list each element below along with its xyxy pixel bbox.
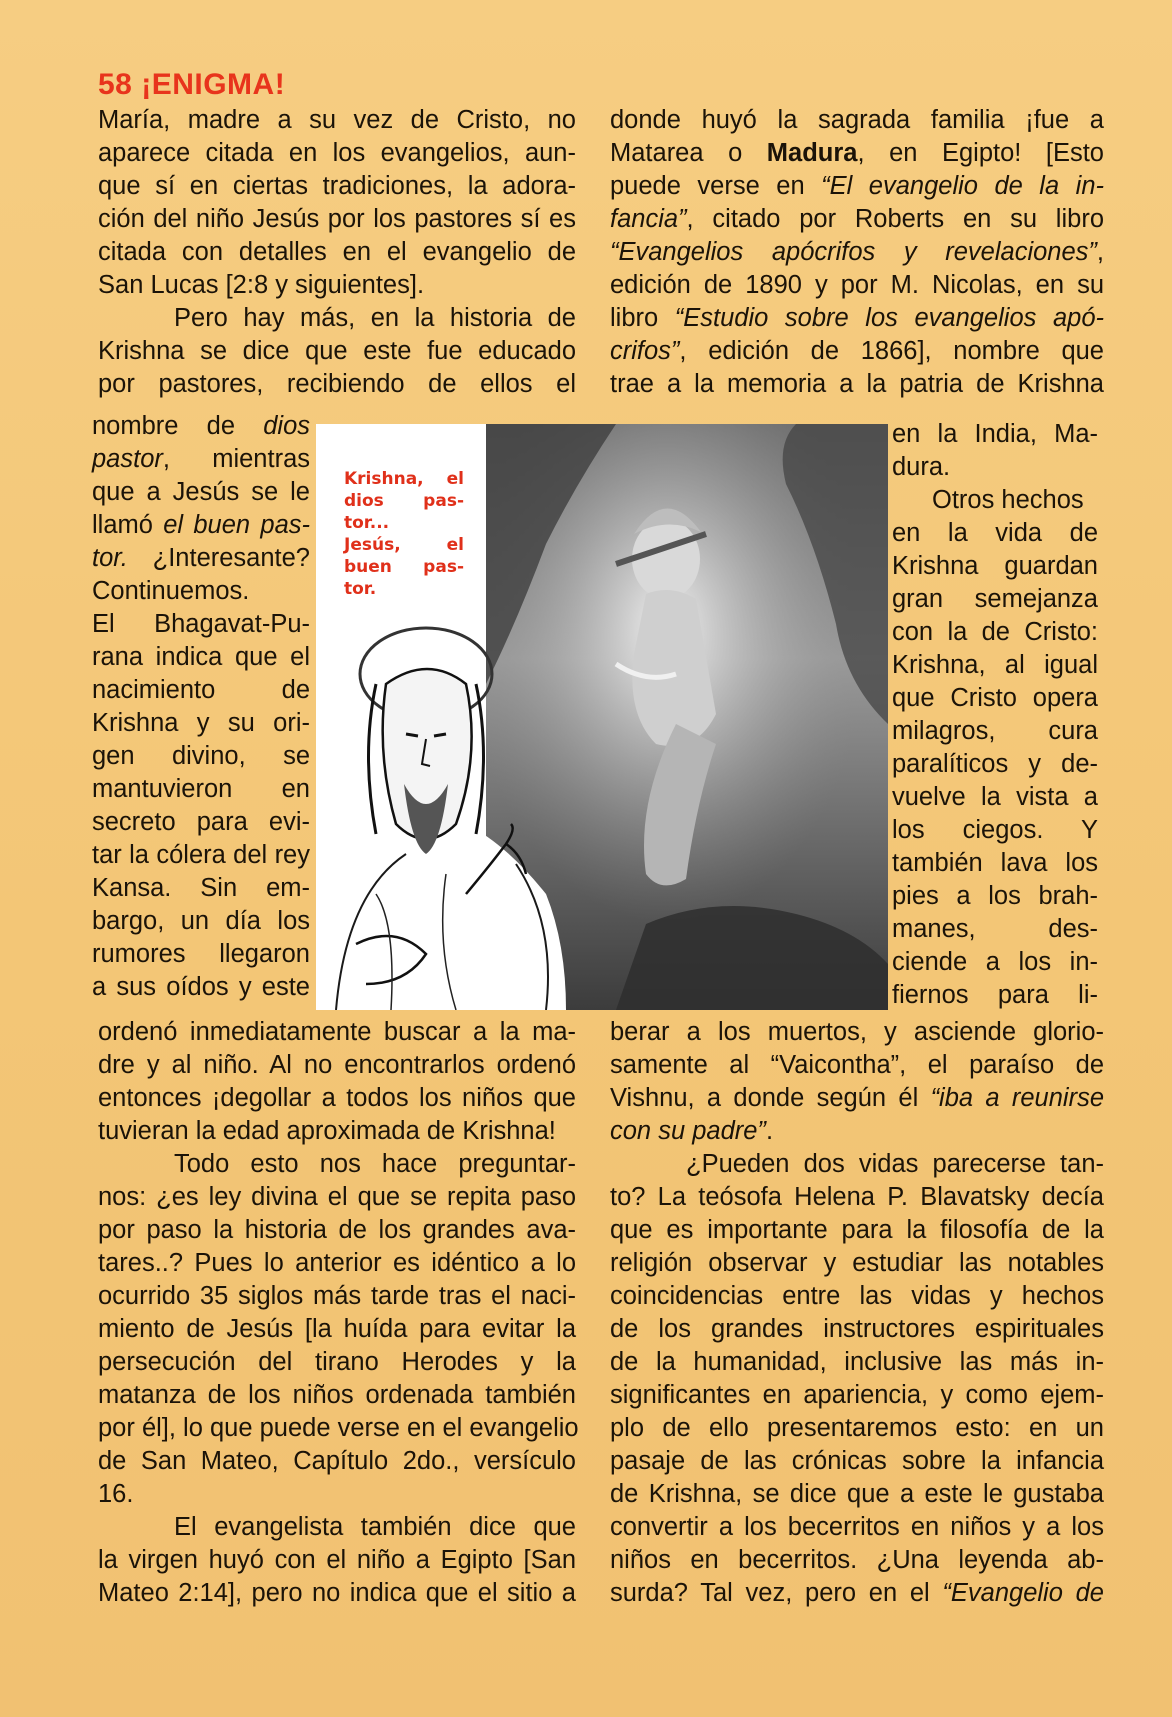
text-line: en la vida de: [892, 519, 1098, 547]
text-line: pies a los brah-: [892, 882, 1098, 910]
text-line: Vishnu, a donde según él “iba a reunirse: [610, 1084, 1105, 1112]
caption-line: buen pas-: [344, 557, 464, 577]
page-header: [98, 68, 285, 102]
text-line: Krishna y su ori-: [92, 709, 310, 737]
text-line: ciende a los in-: [892, 948, 1098, 976]
text-line: la virgen huyó con el niño a Egipto [San: [98, 1546, 576, 1574]
krishna-head: [632, 519, 700, 599]
text-line: religión observar y estudiar las notables: [610, 1249, 1104, 1277]
text-line: Pero hay más, en la historia de: [174, 304, 576, 332]
text-line: milagros, cura: [892, 717, 1098, 745]
text-line: Otros hechos: [932, 486, 1084, 514]
text-line: surda? Tal vez, pero en el “Evangelio de: [610, 1579, 1104, 1607]
text-line: que sí en ciertas tradiciones, la adora-: [98, 172, 576, 200]
caption-line: Jesús, el: [344, 535, 464, 555]
right-column-bottom: [610, 1016, 1104, 1610]
caption-line: tor...: [344, 513, 390, 533]
text-line: en la India, Ma-: [892, 420, 1098, 448]
text-line: gran semejanza: [892, 585, 1098, 613]
text-line: entonces ¡degollar a todos los niños que: [98, 1084, 576, 1112]
text-line: María, madre a su vez de Cristo, no: [98, 106, 576, 134]
text-line: manes, des-: [892, 915, 1098, 943]
text-line: por él], lo que puede verse en el evangelio: [98, 1414, 579, 1442]
text-line: samente al “Vaicontha”, el paraíso de: [610, 1051, 1104, 1079]
text-line: matanza de los niños ordenada también: [98, 1381, 576, 1409]
text-line: por pastores, recibiendo de ellos el: [98, 370, 576, 398]
text-line: de Krishna, se dice que a este le gustaba: [610, 1480, 1104, 1508]
text-line: pastor, mientras: [92, 445, 310, 473]
left-column-top: [98, 104, 576, 401]
text-line: rana indica que el: [92, 643, 310, 671]
text-line: tares..? Pues lo anterior es idéntico a lo: [98, 1249, 576, 1277]
text-line: berar a los muertos, y asciende glorio-: [610, 1018, 1104, 1046]
text-line: libro “Estudio sobre los evangelios apó-: [610, 304, 1104, 332]
text-line: ordenó inmediatamente buscar a la ma-: [98, 1018, 576, 1046]
caption-line: Krishna, el: [344, 469, 464, 489]
text-line: tar la cólera del rey: [92, 841, 310, 869]
text-line: vuelve la vista a: [892, 783, 1098, 811]
text-line: convertir a los becerritos en niños y a los: [610, 1513, 1104, 1541]
text-line: también lava los: [892, 849, 1098, 877]
text-line: 16.: [98, 1480, 134, 1508]
text-line: plo de ello presentaremos esto: en un: [610, 1414, 1104, 1442]
text-line: fiernos para li-: [892, 981, 1098, 1009]
text-line: nos: ¿es ley divina el que se repita paso: [98, 1183, 576, 1211]
text-line: de la humanidad, inclusive las más in-: [610, 1348, 1104, 1376]
text-line: El evangelista también dice que: [174, 1513, 576, 1541]
text-line: ocurrido 35 siglos más tarde tras el naci-: [98, 1282, 576, 1310]
text-line: de los grandes instructores espirituales: [610, 1315, 1104, 1343]
text-line: donde huyó la sagrada familia ¡fue a: [610, 106, 1104, 134]
text-line: aparece citada en los evangelios, aun-: [98, 139, 576, 167]
text-line: crifos”, edición de 1866], nombre que: [610, 337, 1104, 365]
text-line: que es importante para la filosofía de la: [610, 1216, 1104, 1244]
text-line: citada con detalles en el evangelio de: [98, 238, 576, 266]
text-line: Krishna guardan: [892, 552, 1098, 580]
text-line: Krishna se dice que este fue educado: [98, 337, 576, 365]
text-line: Matarea o Madura, en Egipto! [Esto: [610, 139, 1104, 167]
text-line: puede verse en “El evangelio de la in-: [610, 172, 1104, 200]
text-line: Kansa. Sin em-: [92, 874, 310, 902]
text-line: niños en becerritos. ¿Una leyenda ab-: [610, 1546, 1104, 1574]
text-line: paralíticos y de-: [892, 750, 1098, 778]
text-line: Continuemos.: [92, 577, 250, 605]
text-line: por paso la historia de los grandes ava-: [98, 1216, 576, 1244]
text-line: a sus oídos y este: [92, 973, 310, 1001]
text-line: con su padre”.: [610, 1117, 774, 1145]
text-line: ción del niño Jesús por los pastores sí es: [98, 205, 576, 233]
text-line: to? La teósofa Helena P. Blavatsky decía: [610, 1183, 1104, 1211]
text-line: trae a la memoria a la patria de Krishna: [610, 370, 1104, 398]
text-line: que Cristo opera: [892, 684, 1098, 712]
text-line: El Bhagavat-Pu-: [92, 610, 310, 638]
text-line: ¿Pueden dos vidas parecerse tan-: [686, 1150, 1104, 1178]
left-column-bottom: [98, 1016, 579, 1610]
page-number: 58: [98, 68, 133, 101]
text-line: tor. ¿Interesante?: [92, 544, 310, 572]
text-line: Krishna, al igual: [892, 651, 1098, 679]
text-line: pasaje de las crónicas sobre la infancia: [610, 1447, 1104, 1475]
text-line: los ciegos. Y: [892, 816, 1098, 844]
page-title: ¡ENIGMA!: [141, 68, 286, 101]
text-line: dura.: [892, 453, 951, 481]
caption-line: tor.: [344, 579, 377, 599]
text-line: San Lucas [2:8 y siguientes].: [98, 271, 425, 299]
text-line: significantes en apariencia, y como ejem-: [610, 1381, 1104, 1409]
text-line: que a Jesús se le: [92, 478, 310, 506]
text-line: mantuvieron en: [92, 775, 310, 803]
text-line: “Evangelios apócrifos y revelaciones”,: [610, 238, 1104, 266]
text-line: gen divino, se: [92, 742, 310, 770]
text-line: dre y al niño. Al no encontrarlos ordenó: [98, 1051, 576, 1079]
left-column-wrap: [92, 410, 310, 1004]
text-line: miento de Jesús [la huída para evitar la: [98, 1315, 576, 1343]
right-column-top: [610, 104, 1104, 401]
text-line: fancia”, citado por Roberts en su libro: [610, 205, 1104, 233]
text-line: rumores llegaron: [92, 940, 310, 968]
text-line: nombre de dios: [92, 412, 310, 440]
caption-line: dios pas-: [344, 491, 464, 511]
text-line: de San Mateo, Capítulo 2do., versículo: [98, 1447, 576, 1475]
text-line: Todo esto nos hace preguntar-: [174, 1150, 576, 1178]
figure-caption: [344, 468, 464, 600]
text-line: persecución del tirano Herodes y la: [98, 1348, 576, 1376]
text-line: coincidencias entre las vidas y hechos: [610, 1282, 1104, 1310]
text-line: llamó el buen pas-: [92, 511, 310, 539]
text-line: edición de 1890 y por M. Nicolas, en su: [610, 271, 1104, 299]
text-line: bargo, un día los: [92, 907, 310, 935]
text-line: Mateo 2:14], pero no indica que el sitio a: [98, 1579, 576, 1607]
text-line: con la de Cristo:: [892, 618, 1098, 646]
text-line: secreto para evi-: [92, 808, 310, 836]
right-column-wrap: [892, 418, 1098, 1012]
text-line: nacimiento de: [92, 676, 310, 704]
text-line: tuvieran la edad aproximada de Krishna!: [98, 1117, 556, 1145]
